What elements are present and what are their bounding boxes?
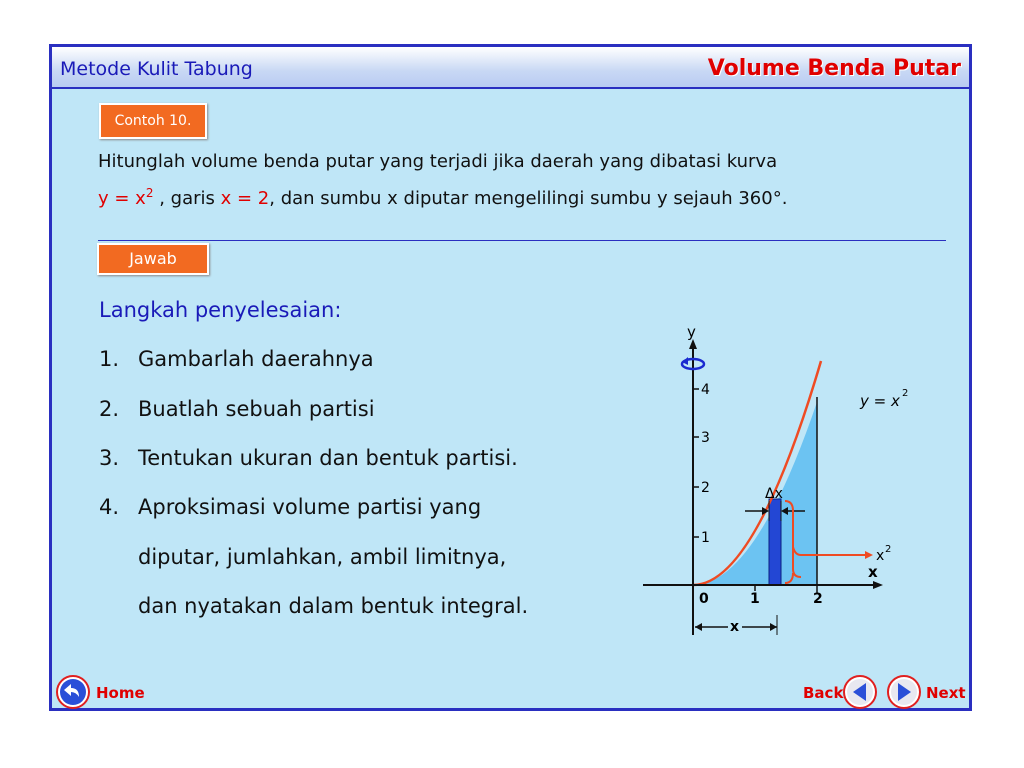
y-tick-label: 1 bbox=[701, 530, 710, 546]
line-equation: x = 2 bbox=[220, 188, 270, 209]
divider-line bbox=[98, 240, 946, 241]
right-triangle-icon bbox=[889, 677, 919, 707]
topic-title: Volume Benda Putar bbox=[707, 56, 961, 81]
return-arrow-icon bbox=[58, 677, 88, 707]
step-number: 1. bbox=[99, 347, 120, 371]
back-link[interactable]: Back bbox=[803, 684, 844, 702]
back-button[interactable] bbox=[843, 675, 877, 709]
x-tick-label: 0 bbox=[699, 591, 709, 607]
curve-label-exponent: 2 bbox=[902, 388, 909, 399]
y-tick-label: 4 bbox=[701, 382, 710, 398]
y-axis-label: y bbox=[687, 323, 696, 341]
step-text: Gambarlah daerahnya bbox=[138, 347, 374, 371]
step-2 bbox=[99, 397, 375, 421]
slide-frame bbox=[49, 44, 972, 711]
height-label-exponent: 2 bbox=[885, 544, 892, 555]
partition-strip bbox=[769, 499, 781, 585]
height-arrowhead bbox=[865, 551, 873, 559]
home-link[interactable]: Home bbox=[96, 684, 145, 702]
question-rest: , dan sumbu x diputar mengelilingi sumbu y sejauh 360°. bbox=[269, 188, 788, 209]
width-arrowhead-left bbox=[695, 623, 702, 631]
shell-method-graph bbox=[635, 315, 955, 645]
step-1 bbox=[99, 347, 374, 371]
step-text: Buatlah sebuah partisi bbox=[138, 397, 375, 421]
step-text: Tentukan ukuran dan bentuk partisi. bbox=[138, 446, 518, 470]
x-tick-label: 1 bbox=[750, 591, 760, 607]
step-text: Aproksimasi volume partisi yang bbox=[138, 495, 482, 519]
left-triangle-icon bbox=[845, 677, 875, 707]
x-axis-label: x bbox=[868, 563, 878, 581]
step-3 bbox=[99, 446, 518, 470]
curve-label-text: y = x bbox=[860, 392, 900, 410]
curve-equation: y = x bbox=[98, 188, 146, 209]
next-link[interactable]: Next bbox=[926, 684, 966, 702]
step-4 bbox=[99, 495, 481, 519]
curve-exponent: 2 bbox=[145, 186, 154, 200]
header-bar bbox=[52, 47, 969, 89]
question-line-1: Hitunglah volume benda putar yang terjadi jika daerah yang dibatasi kurva bbox=[98, 151, 778, 172]
example-badge: Contoh 10. bbox=[99, 103, 207, 139]
width-arrowhead-right bbox=[770, 623, 777, 631]
step-4-continued-2: dan nyatakan dalam bentuk integral. bbox=[138, 594, 529, 618]
height-label: x bbox=[876, 548, 885, 564]
x-tick-label: 2 bbox=[813, 591, 823, 607]
delta-x-label: Δx bbox=[765, 486, 783, 502]
answer-badge: Jawab bbox=[97, 243, 209, 275]
step-number: 2. bbox=[99, 397, 120, 421]
garis-text: , garis bbox=[153, 188, 221, 209]
y-tick-label: 3 bbox=[701, 430, 710, 446]
section-title: Metode Kulit Tabung bbox=[60, 58, 253, 80]
next-button[interactable] bbox=[887, 675, 921, 709]
width-label: x bbox=[730, 619, 740, 635]
question-line-2 bbox=[98, 186, 787, 209]
steps-title: Langkah penyelesaian: bbox=[99, 298, 342, 322]
y-tick-label: 2 bbox=[701, 480, 710, 496]
home-button[interactable] bbox=[56, 675, 90, 709]
step-number: 3. bbox=[99, 446, 120, 470]
step-number: 4. bbox=[99, 495, 120, 519]
x-axis-arrow bbox=[873, 581, 883, 589]
step-4-continued-1: diputar, jumlahkan, ambil limitnya, bbox=[138, 545, 507, 569]
